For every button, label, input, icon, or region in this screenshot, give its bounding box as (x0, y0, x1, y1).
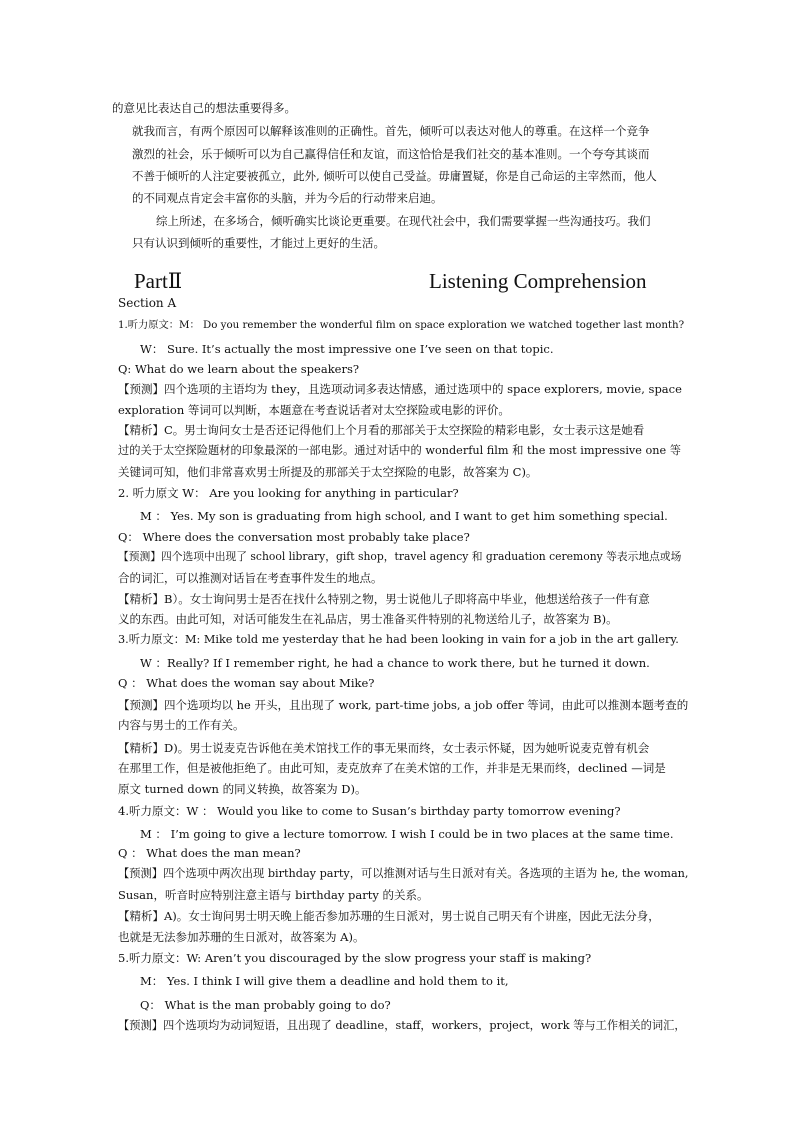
part-title: Listening Comprehension (429, 269, 647, 293)
listening-line: W： Sure. It’s actually the most impressive one I’ve seen on that topic. (140, 342, 554, 356)
essay-line: 综上所述，在多场合，倾听确实比谈论更重要。在现代社会中，我们需要掌握一些沟通技巧。我们 (156, 214, 651, 228)
listening-line: 关键词可知，他们非常喜欢男士所提及的那部关于太空探险的电影，故答案为 C)。 (118, 465, 538, 479)
listening-line: 1.听力原文：M： Do you remember the wonderful film on space exploration we watched together last month? (118, 319, 685, 331)
listening-line: 义的东西。由此可知，对话可能发生在礼品店，男士准备买件特别的礼物送给儿子，故答案为 B)。 (118, 612, 618, 626)
listening-line: M ： I’m going to give a lecture tomorrow. I wish I could be in two places at the same time. (140, 827, 674, 841)
part-label: PartⅡ (134, 269, 183, 293)
listening-line: 2. 听力原文 W： Are you looking for anything in particular? (118, 486, 459, 500)
listening-line: Q： What is the man probably going to do? (140, 998, 391, 1012)
listening-line: 3.听力原文：M: Mike told me yesterday that he had been looking in vain for a job in the art gallery. (118, 633, 679, 646)
listening-line: 也就是无法参加苏珊的生日派对，故答案为 A)。 (118, 930, 365, 944)
listening-line: 【预测】四个选项中两次出现 birthday party，可以推测对话与生日派对有关。各选项的主语为 he, the woman, (118, 867, 689, 880)
listening-line: 【精析】A)。女士询问男士明天晚上能否参加苏珊的生日派对，男士说自己明天有个讲座，因此无法分身， (118, 909, 660, 923)
listening-line: 【精析】C。男士询问女士是否还记得他们上个月看的那部关于太空探险的精彩电影，女士表示这是她看 (118, 423, 645, 437)
listening-line: M： Yes. I think I will give them a deadline and hold them to it, (140, 974, 509, 988)
listening-line: 过的关于太空探险题材的印象最深的一部电影。通过对话中的 wonderful film 和 the most impressive one 等 (118, 444, 682, 457)
listening-line: Susan，听音时应特别注意主语与 birthday party 的关系。 (118, 888, 429, 902)
listening-line: 内容与男士的工作有关。 (118, 718, 245, 732)
listening-line: 【预测】四个选项中出现了 school library，gift shop，travel agency 和 graduation ceremony 等表示地点或场 (118, 550, 682, 563)
listening-line: 原文 turned down 的同义转换，故答案为 D)。 (118, 782, 367, 796)
section-label: Section A (118, 296, 177, 310)
listening-line: M ： Yes. My son is graduating from high school, and I want to get him something special. (140, 509, 668, 523)
listening-line: 【预测】四个选项均以 he 开头，且出现了 work, part-time jobs, a job offer 等词，由此可以推测本题考查的 (118, 698, 689, 712)
listening-line: Q ： What does the woman say about Mike? (118, 676, 375, 690)
listening-line: W ：Really? If I remember right, he had a chance to work there, but he turned it down. (140, 656, 650, 670)
essay-line: 的意见比表达自己的想法重要得多。 (112, 101, 296, 115)
listening-line: Q ： What does the man mean? (118, 846, 301, 860)
listening-line: 【预测】四个选项均为动词短语，且出现了 deadline，staff，workers，project，work 等与工作相关的词汇， (118, 1019, 686, 1032)
listening-line: 【精析】B）。女士询问男士是否在找什么特别之物，男士说他儿子即将高中毕业，他想送给孩子一件有意 (118, 592, 650, 606)
listening-line: 【精析】D)。男士说麦克告诉他在美术馆找工作的事无果而终，女士表示怀疑，因为她听说麦克曾有机会 (118, 741, 650, 755)
listening-line: Q： Where does the conversation most probably take place? (118, 530, 470, 544)
listening-line: 合的词汇，可以推测对话旨在考查事件发生的地点。 (118, 571, 383, 585)
essay-line: 不善于倾听的人注定要被孤立，此外, 倾听可以使自己受益。毋庸置疑，你是自己命运的主宰然而，他人 (132, 169, 657, 183)
essay-line: 的不同观点肯定会丰富你的头脑，并为今后的行动带来启迪。 (132, 191, 443, 205)
essay-line: 只有认识到倾听的重要性，才能过上更好的生活。 (132, 236, 385, 250)
listening-line: 5.听力原文：W: Aren’t you discouraged by the slow progress your staff is making? (118, 951, 592, 965)
listening-line: 4.听力原文：W ： Would you like to come to Susan’s birthday party tomorrow evening? (118, 804, 621, 818)
essay-line: 激烈的社会，乐于倾听可以为自己赢得信任和友谊，而这恰恰是我们社交的基本准则。一个夸夸其谈而 (132, 147, 650, 161)
listening-line: 在那里工作，但是被他拒绝了。由此可知，麦克放弃了在美术馆的工作，并非是无果而终，declined —词是 (118, 761, 666, 775)
listening-line: Q: What do we learn about the speakers? (118, 362, 360, 376)
listening-line: exploration 等词可以判断，本题意在考查说话者对太空探险或电影的评价。 (118, 403, 510, 417)
listening-line: 【预测】四个选项的主语均为 they，且选项动词多表达情感，通过选项中的 space explorers, movie, space (118, 382, 682, 396)
essay-line: 就我而言，有两个原因可以解释该准则的正确性。首先，倾听可以表达对他人的尊重。在这样一个竞争 (132, 124, 650, 138)
